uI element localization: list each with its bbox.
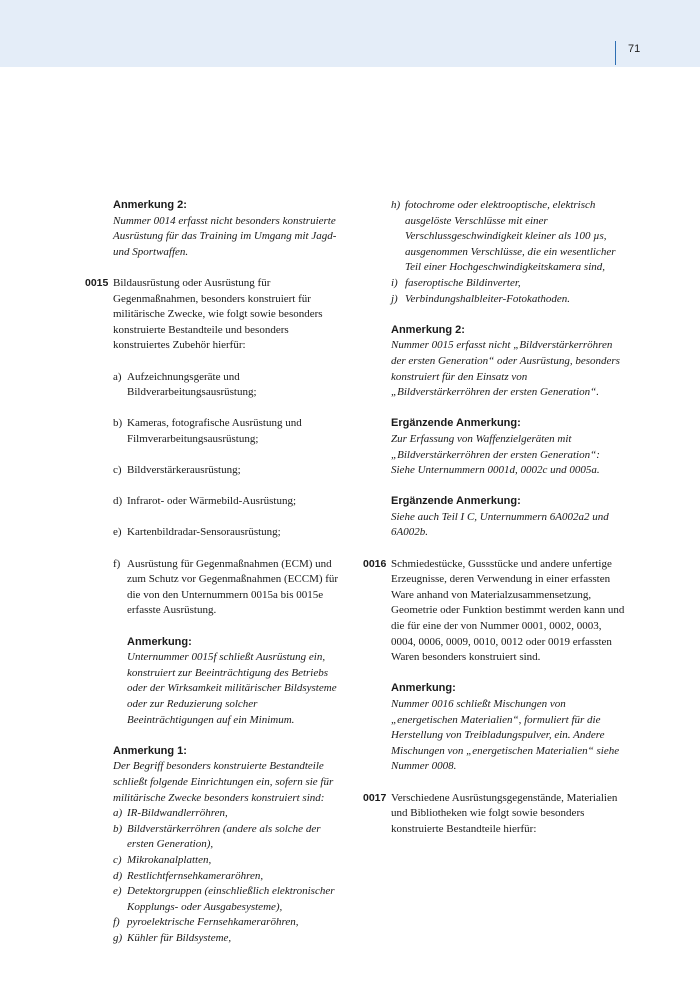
note-text: Siehe auch Teil I C, Unternummern 6A002a2 und 6A002b. — [391, 510, 609, 539]
list-item: d) Restlichtfernsehkameraröhren, — [113, 869, 264, 882]
list-item: a) IR-Bildwandlerröhren, — [113, 807, 228, 820]
entry-0015 — [85, 276, 345, 947]
note-text: Nummer 0015 erfasst nicht „Bildverstärkerröhren der ersten Generation“ oder Ausrüstung, besonders konstruiert für den Einsatz von „Bildverstärkerröhren der ersten Generation“. — [391, 339, 620, 399]
list-item: c) Bildverstärkerausrüstung; — [113, 464, 241, 477]
note-text: Zur Erfassung von Waffenzielgeräten mit „Bildverstärkerröhren der ersten Generation“: Siehe Unternummern 0001d, 0002c und 0005a. — [391, 432, 600, 477]
note-title: Anmerkung 2: — [113, 199, 187, 211]
note-text: Nummer 0014 erfasst nicht besonders konstruierte Ausrüstung für das Training im Umgang mit Jagd- und Sportwaffen. — [113, 214, 337, 258]
note-text: Unternummer 0015f schließt Ausrüstung ein, konstruiert zur Beeinträchtigung des Betriebs oder der Wirksamkeit militärischer Bildsysteme oder zur Reduzierung solcher Beeinträchtigungen auf ein Minimum. — [127, 651, 337, 726]
note-0015f — [113, 635, 345, 729]
entry-number: 0017 — [363, 791, 387, 804]
left-column — [85, 198, 345, 947]
supplementary-note-1 — [363, 416, 625, 478]
note-0014 — [85, 198, 345, 260]
list-item: f) pyroelektrische Fernsehkameraröhren, — [113, 916, 299, 929]
list-item: g) Kühler für Bildsysteme, — [113, 931, 232, 944]
note-title: Anmerkung: — [391, 682, 456, 695]
entry-text: Bildausrüstung oder Ausrüstung für Gegenmaßnahmen, besonders konstruiert für militärische Zwecke, wie folgt sowie besonders konstruierte Bestandteile und besonders konstruiertes Zubehör hierfür: — [113, 276, 323, 352]
header-band — [0, 0, 700, 67]
list-item: e) Detektorgruppen (einschließlich elektronischer Kopplungs- oder Ausgabesysteme), — [113, 885, 335, 913]
entry-number: 0016 — [363, 557, 387, 570]
entry-0017 — [363, 791, 625, 838]
entry-text: Verschiedene Ausrüstungsgegenstände, Materialien und Bibliotheken wie folgt sowie besonders konstruierte Bestandteile hierfür: — [391, 791, 618, 835]
note-text: Nummer 0016 schließt Mischungen von „energetischen Materialien“, formuliert für die Herstellung von Treibladungspulver, ein. Andere Mischungen von „energetischen Materialien“ siehe Nummer 0008. — [391, 698, 620, 773]
list-item: h) fotochrome oder elektrooptische, elektrisch ausgelöste Verschlüsse mit einer Verschlussgeschwindigkeit kleiner als 100 µs, ausgenommen Verschlüsse, die ein wesentlicher Teil einer Hochgeschwindigkeitskamera sind, — [391, 199, 616, 274]
note-2 — [363, 323, 625, 401]
entry-number: 0015 — [85, 276, 109, 289]
list-item: c) Mikrokanalplatten, — [113, 853, 212, 866]
page-number-rule — [615, 41, 616, 65]
page-number: 71 — [628, 43, 641, 55]
supplementary-note-2 — [363, 494, 625, 541]
note-1-title: Anmerkung 1: — [113, 744, 187, 757]
note-1-intro: Der Begriff besonders konstruierte Bestandteile schließt folgende Einrichtungen ein, sofern sie für militärische Zwecke besonders konstruiert sind: — [113, 760, 334, 804]
entry-text: Schmiedestücke, Gussstücke und andere unfertige Erzeugnisse, deren Verwendung in einer erfassten Ware anhand von Materialzusammensetzung, Geometrie oder Funktion bestimmt werden kann und die für eine der von Nummer 0001, 0002, 0003, 0004, 0006, 0009, 0010, 0012 oder 0019 erfassten Waren besonders konstruiert sind. — [391, 557, 625, 664]
list-item: f) Ausrüstung für Gegenmaßnahmen (ECM) und zum Schutz vor Gegenmaßnahmen (ECCM) für die von den Unternummern 0015a bis 0015e erfasste Ausrüstung. — [113, 557, 339, 617]
list-item: j) Verbindungshalbleiter-Fotokathoden. — [391, 292, 571, 305]
list-item: d) Infrarot- oder Wärmebild-Ausrüstung; — [113, 495, 297, 508]
note-1-continued — [363, 198, 625, 307]
list-item: a) Aufzeichnungsgeräte und Bildverarbeitungsausrüstung; — [113, 370, 257, 399]
list-item: i) faseroptische Bildinverter, — [391, 276, 521, 289]
note-title: Anmerkung 2: — [391, 323, 465, 336]
list-item: b) Kameras, fotografische Ausrüstung und Filmverarbeitungsausrüstung; — [113, 417, 302, 445]
entry-0016 — [363, 557, 625, 775]
note-title: Anmerkung: — [127, 635, 192, 648]
list-item: b) Bildverstärkerröhren (andere als solche der ersten Generation), — [113, 822, 321, 851]
note-title: Ergänzende Anmerkung: — [391, 495, 521, 508]
note-title: Ergänzende Anmerkung: — [391, 417, 521, 430]
right-column — [363, 198, 625, 837]
list-item: e) Kartenbildradar-Sensorausrüstung; — [113, 526, 281, 539]
